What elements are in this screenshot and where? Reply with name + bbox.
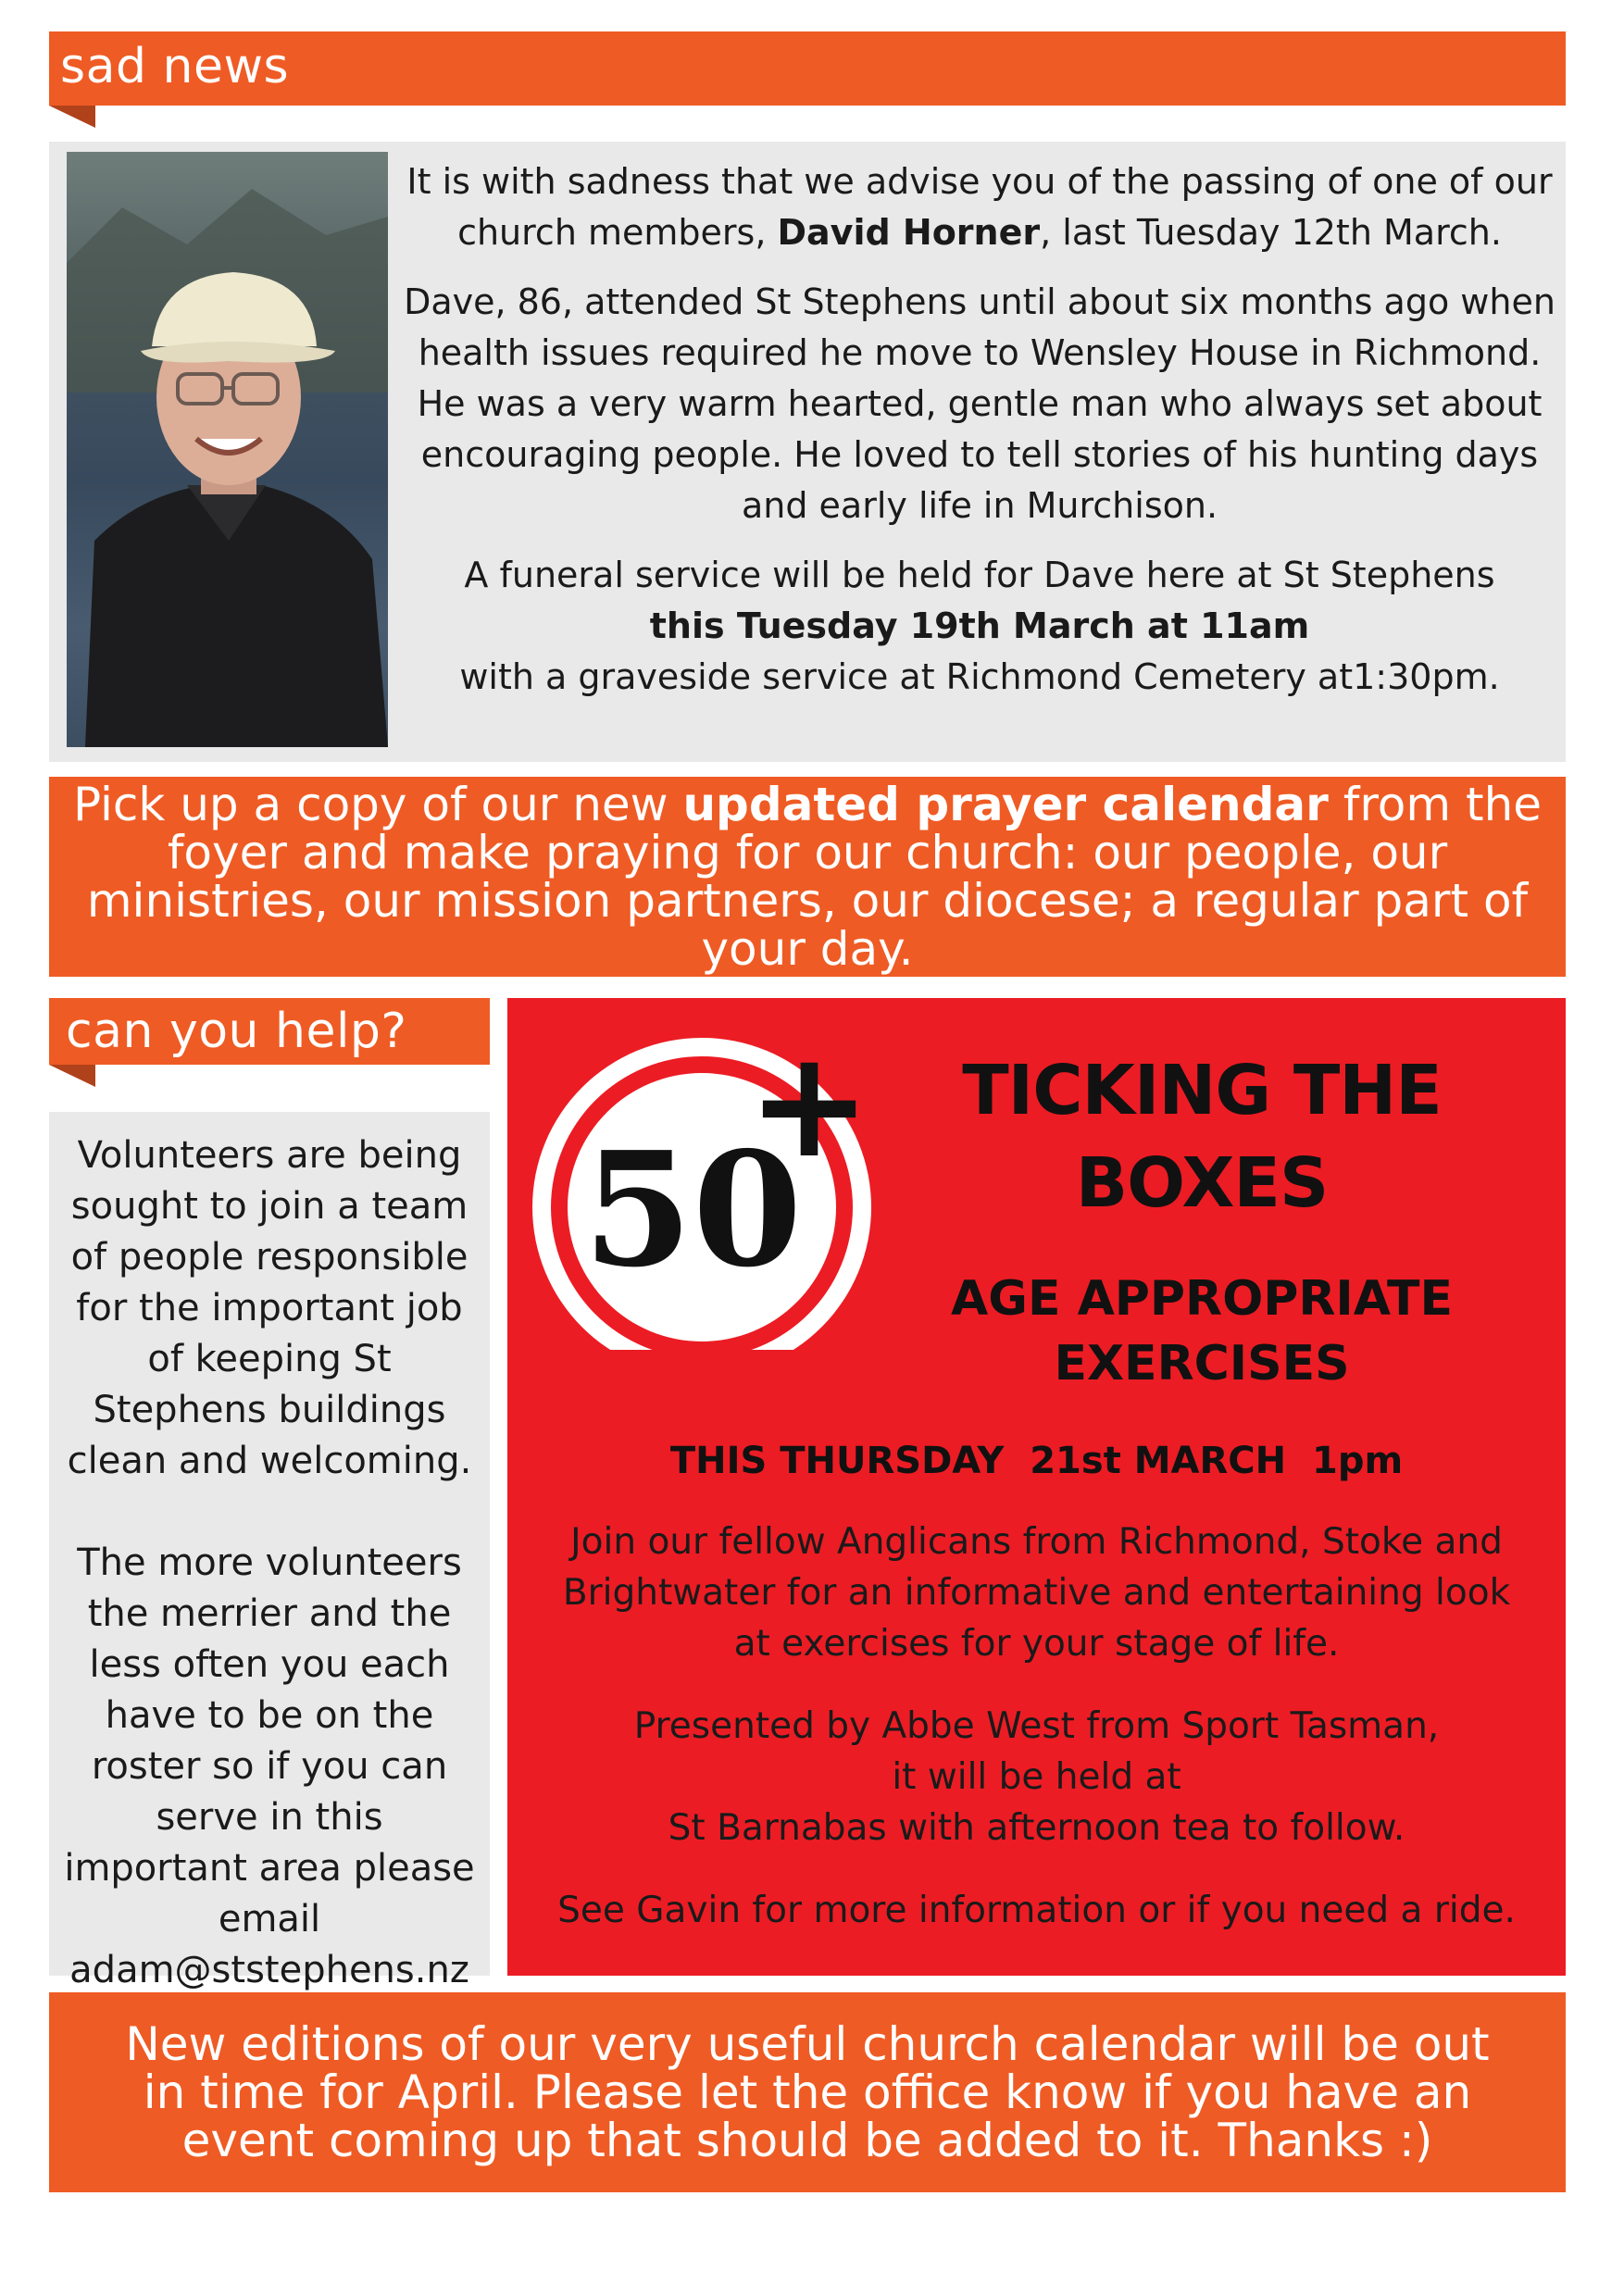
event-held-at: it will be held at bbox=[892, 1756, 1181, 1798]
sad-news-body bbox=[401, 156, 1558, 703]
sad-news-header bbox=[49, 31, 1566, 106]
fifty-plus-badge bbox=[526, 1017, 896, 1350]
event-panel bbox=[507, 998, 1566, 1976]
event-paragraph-2 bbox=[535, 1701, 1538, 1853]
badge-svg bbox=[526, 1017, 896, 1350]
sad-news-paragraph-3 bbox=[401, 550, 1558, 703]
sad-news-para1-text: It is with sadness that we advise you of the passing of one of our church members, bbox=[406, 161, 1553, 253]
help-tab-flap bbox=[49, 1065, 95, 1087]
sad-news-paragraph-1 bbox=[401, 156, 1558, 258]
help-paragraph-1: Volunteers are being sought to join a team of people responsible for the important job of keeping St Stephens buildings clean and welcoming. bbox=[67, 1134, 472, 1482]
event-datetime: THIS THURSDAY 21st MARCH 1pm bbox=[669, 1440, 1404, 1482]
sad-news-panel bbox=[49, 142, 1566, 762]
church-calendar-banner bbox=[49, 1992, 1566, 2192]
prayer-text-post: from the foyer and make praying for our church: our people, our ministries, our mission partners, our diocese; a regular part of your day. bbox=[86, 778, 1543, 976]
event-title bbox=[915, 1044, 1489, 1229]
graveside-service: with a graveside service at Richmond Cemetery at1:30pm. bbox=[459, 656, 1500, 697]
sad-news-title: sad news bbox=[60, 39, 290, 94]
event-body bbox=[535, 1516, 1538, 1936]
deceased-name: David Horner bbox=[777, 212, 1041, 253]
event-subtitle-line-2: EXERCISES bbox=[1054, 1336, 1350, 1391]
sad-news-paragraph-2: Dave, 86, attended St Stephens until about six months ago when health issues required he move to Wensley House in Richmond. He was a very warm hearted, gentle man who always set about encouraging people. He loved to tell stories of his hunting days and early life in Murchison. bbox=[404, 281, 1555, 526]
event-paragraph-3: See Gavin for more information or if you need a ride. bbox=[557, 1890, 1516, 1931]
help-paragraph-2: The more volunteers the merrier and the less often you each have to be on the roster so if you can serve in this important area please email adam@ststephens.nz bbox=[64, 1541, 475, 1991]
funeral-datetime: this Tuesday 19th March at 11am bbox=[649, 605, 1310, 646]
event-presenter: Presented by Abbe West from Sport Tasman, bbox=[633, 1705, 1440, 1747]
prayer-calendar-text bbox=[58, 778, 1556, 976]
prayer-text-bold: updated prayer calendar bbox=[682, 778, 1329, 831]
event-subtitle-line-1: AGE APPROPRIATE bbox=[951, 1271, 1453, 1327]
event-venue: St Barnabas with afternoon tea to follow. bbox=[668, 1807, 1405, 1849]
badge-plus: + bbox=[746, 1017, 872, 1191]
prayer-text-pre: Pick up a copy of our new bbox=[72, 778, 683, 831]
david-horner-photo bbox=[67, 152, 388, 747]
sad-news-tab-flap bbox=[49, 106, 95, 128]
event-title-line-1: TICKING THE bbox=[962, 1051, 1442, 1130]
sad-news-para1-date: , last Tuesday 12th March. bbox=[1040, 212, 1502, 253]
help-header bbox=[49, 998, 490, 1065]
event-subtitle bbox=[915, 1267, 1489, 1396]
help-title: can you help? bbox=[66, 1004, 407, 1059]
help-panel bbox=[49, 1112, 490, 1991]
prayer-calendar-banner bbox=[49, 777, 1566, 977]
badge-number: 50 bbox=[582, 1117, 803, 1303]
event-paragraph-1: Join our fellow Anglicans from Richmond, Stoke and Brightwater for an informative and entertaining look at exercises for your stage of life. bbox=[562, 1521, 1511, 1665]
event-title-line-2: BOXES bbox=[1075, 1143, 1329, 1223]
church-calendar-text: New editions of our very useful church calendar will be out in time for April. Please let the office know if you have an event coming up that should be added to it. Thanks :) bbox=[125, 2017, 1490, 2167]
portrait-illustration bbox=[67, 152, 388, 747]
funeral-intro: A funeral service will be held for Dave here at St Stephens bbox=[464, 555, 1495, 595]
